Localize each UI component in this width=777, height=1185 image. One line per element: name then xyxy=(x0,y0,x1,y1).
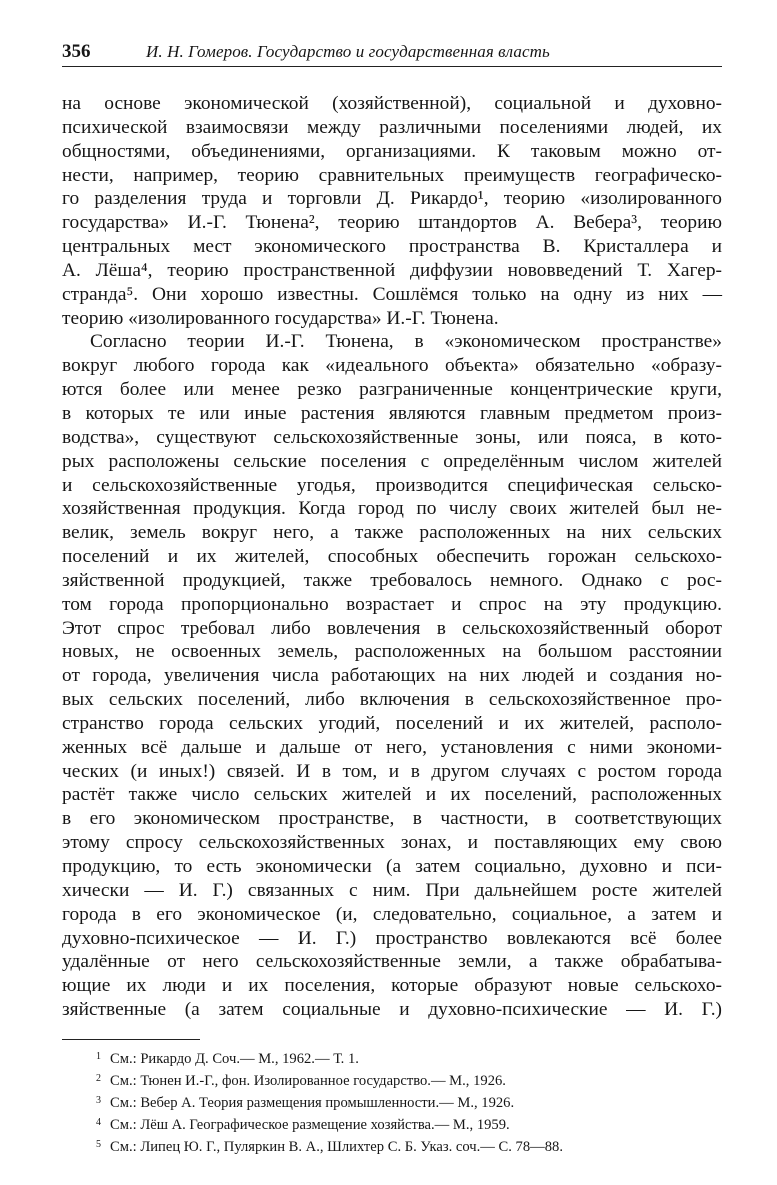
text-line: том города пропорционально возрастает и спрос на эту продукцию. xyxy=(62,593,722,615)
footnote-number: 5 xyxy=(96,1139,101,1150)
footnote xyxy=(96,1091,716,1113)
text-line: странство города сельских угодий, поселений и их жителей, располо- xyxy=(62,712,722,734)
text-line: рых расположены сельские поселения с определённым числом жителей xyxy=(62,450,722,472)
footnote-text: См.: Рикардо Д. Соч.— М., 1962.— Т. 1. xyxy=(110,1051,359,1067)
text-line: Этот спрос требовал либо вовлечения в сельскохозяйственный оборот xyxy=(62,617,722,639)
text-line: водства», существуют сельскохозяйственные зоны, или пояса, в кото- xyxy=(62,426,722,448)
text-line: в которых те или иные растения являются главным предметом произ- xyxy=(62,402,722,424)
text-line: велик, земель вокруг него, а также расположенных на них сельских xyxy=(62,522,722,544)
text-line: этому спросу сельскохозяйственных зонах, и поставляющих ему свою xyxy=(62,832,722,854)
text-line: женных всё дальше и дальше от него, установления с ними экономи- xyxy=(62,736,722,758)
text-line: продукцию, то есть экономически (а затем социально, духовно и пси- xyxy=(62,856,722,877)
text-line: теорию «изолированного государства» И.-Г. Тюнена. xyxy=(62,307,499,329)
text-line: вых сельских поселений, либо включения в сельскохозяйственное про- xyxy=(62,689,722,711)
text-line: ющие их люди и их поселения, которые образуют новые сельскохо- xyxy=(62,975,722,997)
body-text xyxy=(62,92,722,1022)
text-line: города в его экономическое (и, следовательно, социальное, а затем и xyxy=(62,903,722,925)
footnote-number: 1 xyxy=(96,1051,101,1062)
page-number: 356 xyxy=(62,41,91,62)
text-line: хически — И. Г.) связанных с ним. При дальнейшем росте жителей xyxy=(62,879,722,901)
text-line: поселений и их жителей, способных обеспечить горожан сельскохо- xyxy=(62,546,722,568)
footnote xyxy=(96,1069,716,1091)
text-line: психической взаимосвязи между различными поселениями людей, их xyxy=(62,116,722,138)
text-line: общностями, объединениями, организациями. К таковым можно от- xyxy=(62,140,722,162)
footnote xyxy=(96,1113,716,1135)
text-line: ческих (и иных!) связей. И в том, и в другом случаях с ростом города xyxy=(62,760,722,782)
text-line: А. Лёша⁴, теорию пространственной диффузии нововведений Т. Хагер- xyxy=(62,259,722,281)
text-line: духовно-психическое — И. Г.) пространство вовлекаются всё более xyxy=(62,927,722,949)
text-line: центральных мест экономического пространства В. Кристаллера и xyxy=(62,236,722,258)
footnote-number: 2 xyxy=(96,1073,101,1084)
text-line: Согласно теории И.-Г. Тюнена, в «экономическом пространстве» xyxy=(90,331,722,353)
text-line: ются более или менее резко разграниченные концентрические круги, xyxy=(62,379,722,401)
footnote-text: См.: Тюнен И.-Г., фон. Изолированное государство.— М., 1926. xyxy=(110,1073,506,1089)
running-title: И. Н. Гомеров. Государство и государственная власть xyxy=(146,42,550,61)
text-line: новых, не освоенных земель, расположенных на большом расстоянии xyxy=(62,641,722,663)
footnote-number: 3 xyxy=(96,1095,101,1106)
text-line: зяйственные (а затем социальные и духовно-психические — И. Г.) xyxy=(62,999,722,1021)
footnote-text: См.: Лёш А. Географическое размещение хозяйства.— М., 1959. xyxy=(110,1117,510,1133)
footnote-divider xyxy=(62,1039,200,1040)
text-line: го разделения труда и торговли Д. Рикардо¹, теорию «изолированного xyxy=(62,188,722,210)
text-line: странда⁵. Они хорошо известны. Сошлёмся только на одну из них — xyxy=(62,283,722,305)
footnote xyxy=(96,1047,716,1069)
text-line: удалённые от него сельскохозяйственные земли, а также обрабатыва- xyxy=(62,951,722,973)
text-line: зяйственной продукцией, также требовалось немного. Однако с рос- xyxy=(62,569,722,591)
running-header xyxy=(62,40,722,67)
text-line: на основе экономической (хозяйственной), социальной и духовно- xyxy=(62,93,722,114)
text-line: и сельскохозяйственные угодья, производится специфическая сельско- xyxy=(62,474,722,496)
footnotes xyxy=(96,1047,716,1157)
text-line: нести, например, теорию сравнительных преимуществ географическо- xyxy=(62,164,722,186)
text-line: хозяйственная продукция. Когда город по числу своих жителей был не- xyxy=(62,498,722,520)
text-line: растёт также число сельских жителей и их поселений, расположенных xyxy=(62,784,722,806)
text-line: в его экономическом пространстве, в частности, в соответствующих xyxy=(62,808,722,830)
footnote-number: 4 xyxy=(96,1117,101,1128)
text-line: государства» И.-Г. Тюнена², теорию штандортов А. Вебера³, теорию xyxy=(62,212,722,234)
footnote xyxy=(96,1135,716,1157)
text-line: вокруг любого города как «идеального объекта» обязательно «образу- xyxy=(62,355,722,377)
footnote-text: См.: Вебер А. Теория размещения промышленности.— М., 1926. xyxy=(110,1095,515,1111)
text-line: от города, увеличения числа работающих на них людей и создания но- xyxy=(62,665,722,687)
footnote-text: См.: Липец Ю. Г., Пуляркин В. А., Шлихтер С. Б. Указ. соч.— С. 78—88. xyxy=(110,1139,563,1155)
